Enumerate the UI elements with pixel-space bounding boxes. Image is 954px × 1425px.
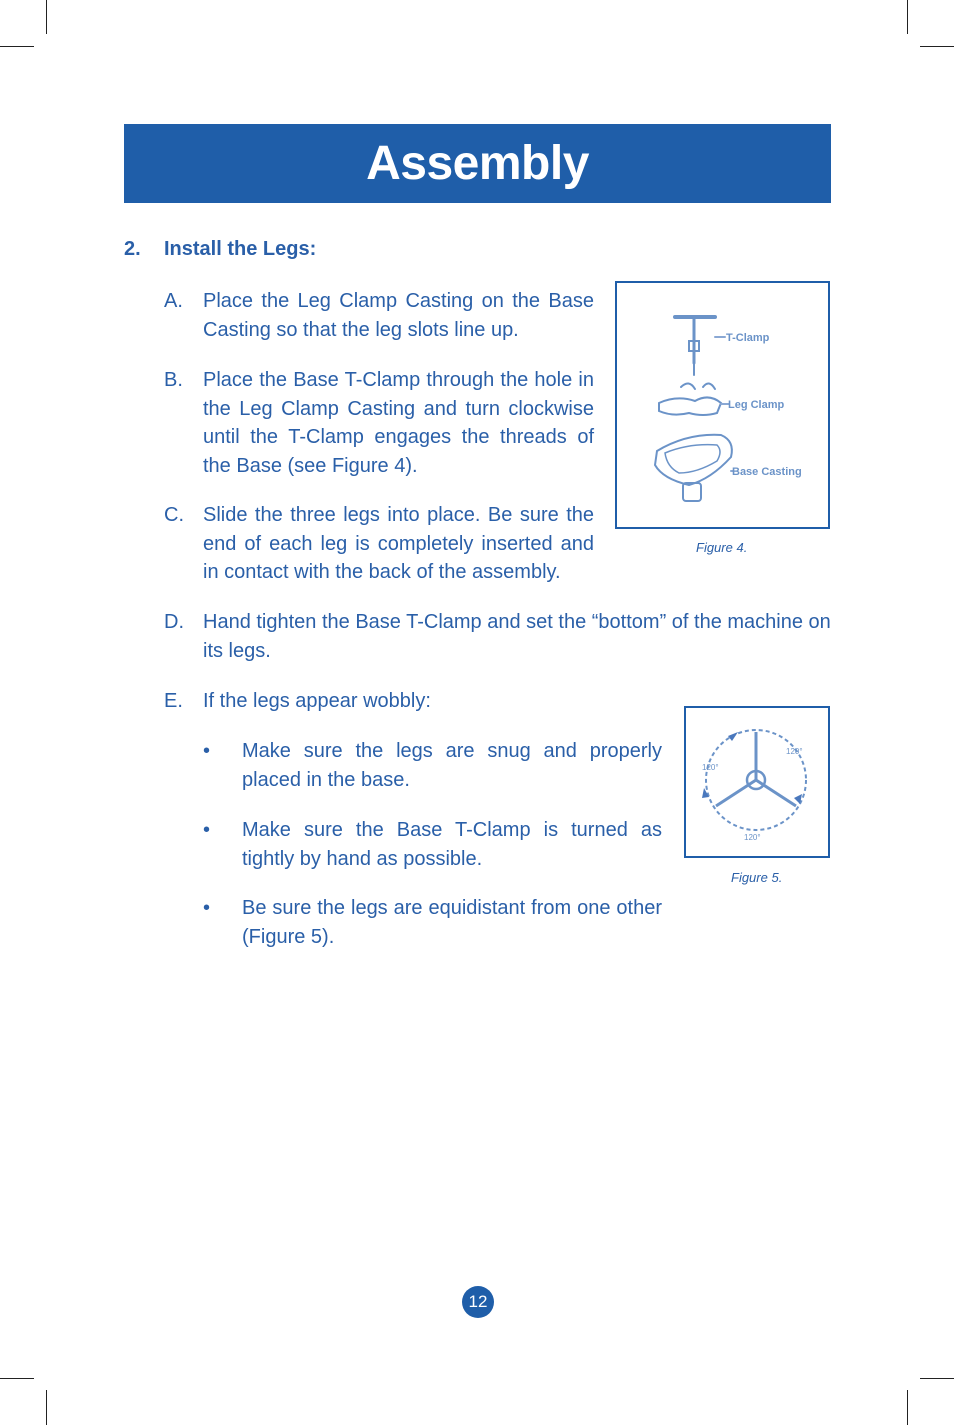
bullet-marker: •: [203, 819, 211, 841]
angle-label: 120°: [702, 763, 719, 772]
angle-label: 120°: [786, 747, 803, 756]
bullet-text: Be sure the legs are equidistant from one other (Figure 5).: [242, 897, 662, 948]
item-text: Place the Leg Clamp Casting on the Base Casting so that the leg slots line up.: [203, 290, 594, 341]
bullet-marker: •: [203, 897, 211, 919]
item-text: If the legs appear wobbly:: [203, 690, 431, 712]
step-number: 2.: [124, 238, 141, 260]
crop-mark: [0, 46, 34, 47]
crop-mark: [46, 1390, 47, 1425]
leg-clamp-label: Leg Clamp: [728, 399, 785, 411]
base-casting-label: Base Casting: [732, 466, 802, 478]
figure-4: [615, 281, 830, 529]
instruction-item-d: [164, 608, 832, 668]
figure-5-caption: Figure 5.: [731, 870, 783, 885]
crop-mark: [907, 1390, 908, 1425]
instruction-item-b: [164, 366, 594, 482]
leg-spacing-diagram: [686, 708, 828, 856]
item-marker: D.: [164, 611, 184, 633]
instruction-item-a: [164, 287, 594, 347]
figure-5: [684, 706, 830, 858]
crop-mark: [0, 1378, 34, 1379]
crop-mark: [907, 0, 908, 34]
item-text: Place the Base T-Clamp through the hole in the Leg Clamp Casting and turn clockwise until the T-Clamp engages the threads of the Base (see Figure 4).: [203, 369, 594, 477]
item-text: Hand tighten the Base T-Clamp and set the “bottom” of the machine on its legs.: [203, 611, 831, 662]
step-title: Install the Legs:: [164, 238, 317, 260]
bullet-text: Make sure the legs are snug and properly placed in the base.: [242, 740, 662, 791]
bullet-text: Make sure the Base T-Clamp is turned as tightly by hand as possible.: [242, 819, 662, 870]
page-title: Assembly: [366, 137, 589, 190]
figure-4-caption: Figure 4.: [696, 540, 748, 555]
crop-mark: [920, 1378, 954, 1379]
item-marker: B.: [164, 369, 183, 391]
item-marker: A.: [164, 290, 183, 312]
item-marker: E.: [164, 690, 183, 712]
step-heading: [124, 238, 316, 261]
bullet-item: [203, 737, 663, 797]
bullet-marker: •: [203, 740, 211, 762]
crop-mark: [46, 0, 47, 34]
instruction-item-c: [164, 501, 594, 589]
angle-label: 120°: [744, 833, 761, 842]
crop-mark: [920, 46, 954, 47]
header-banner: [124, 124, 831, 203]
instruction-item-e: [164, 687, 644, 717]
item-marker: C.: [164, 504, 184, 526]
assembly-exploded-illustration: [617, 283, 828, 527]
bullet-item: [203, 894, 663, 954]
t-clamp-label: T-Clamp: [726, 332, 770, 344]
page-number-badge: 12: [462, 1286, 494, 1318]
item-text: Slide the three legs into place. Be sure the end of each leg is completely inserted and in contact with the back of the assembly.: [203, 504, 594, 583]
bullet-item: [203, 816, 663, 876]
